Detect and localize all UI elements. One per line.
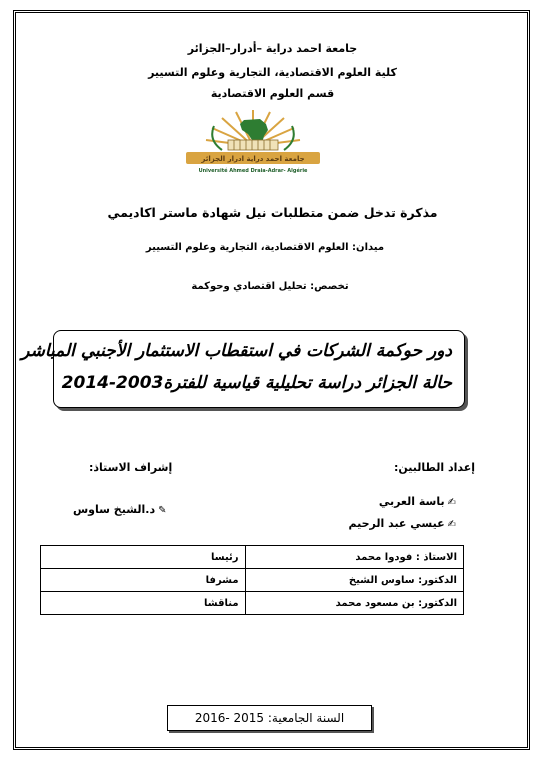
academic-year: السنة الجامعية: 2015 -2016	[167, 705, 372, 731]
university-logo	[178, 106, 328, 176]
pen-icon: ✍	[447, 497, 456, 508]
student-name-text: باسة العربي	[378, 495, 445, 508]
prepared-by-label: إعداد الطالبين:	[393, 461, 475, 474]
memo-statement: مذكرة تدخل ضمن متطلبات نيل شهادة ماستر اكاديمي	[107, 205, 438, 220]
jury-member-role: مناقشا	[41, 592, 246, 615]
jury-member-role: مشرفا	[41, 569, 246, 592]
field-line: ميدان: العلوم الاقتصادية، التجارية وعلوم التسيير	[145, 242, 385, 253]
supervision-label: إشراف الاستاذ:	[89, 461, 173, 474]
jury-table	[40, 545, 464, 615]
jury-member-role: رئيسا	[41, 546, 246, 569]
svg-text:Université Ahmed Draia-Adrar-: Université Ahmed Draia-Adrar- Algérie	[198, 168, 308, 174]
jury-member-name: الدكتور: ساوس الشيخ	[245, 569, 463, 592]
department-name: قسم العلوم الاقتصادية	[210, 87, 335, 100]
jury-member-name: الاستاذ : فودوا محمد	[245, 546, 463, 569]
pen-icon: ✎	[158, 505, 167, 516]
supervisor-name	[73, 503, 167, 516]
supervisor-name-text: د.الشيخ ساوس	[73, 503, 156, 516]
jury-member-name: الدكتور: بن مسعود محمد	[245, 592, 463, 615]
specialty-line: تخصص: تحليل اقتصادي وحوكمة	[191, 281, 349, 292]
title-box	[21, 330, 465, 408]
thesis-title-line1: دور حوكمة الشركات في استقطاب الاستثمار الأجنبي المباشر	[21, 341, 452, 361]
university-name: جامعة احمد دراية –أدرار–الجزائر	[187, 42, 358, 55]
table-row	[41, 592, 464, 615]
student-name-text: عيسي عبد الرحيم	[348, 517, 445, 530]
thesis-title-line2: حالة الجزائر دراسة تحليلية قياسية للفترة2003-2014	[61, 373, 452, 393]
table-row	[41, 546, 464, 569]
pen-icon: ✍	[447, 519, 456, 530]
student-name	[348, 517, 456, 530]
svg-text:جامعة احمد دراية ادرار الجزائر: جامعة احمد دراية ادرار الجزائر	[201, 155, 305, 163]
student-name	[379, 495, 456, 508]
table-row	[41, 569, 464, 592]
faculty-name: كلية العلوم الاقتصادية، التجارية وعلوم التسيير	[148, 66, 397, 79]
